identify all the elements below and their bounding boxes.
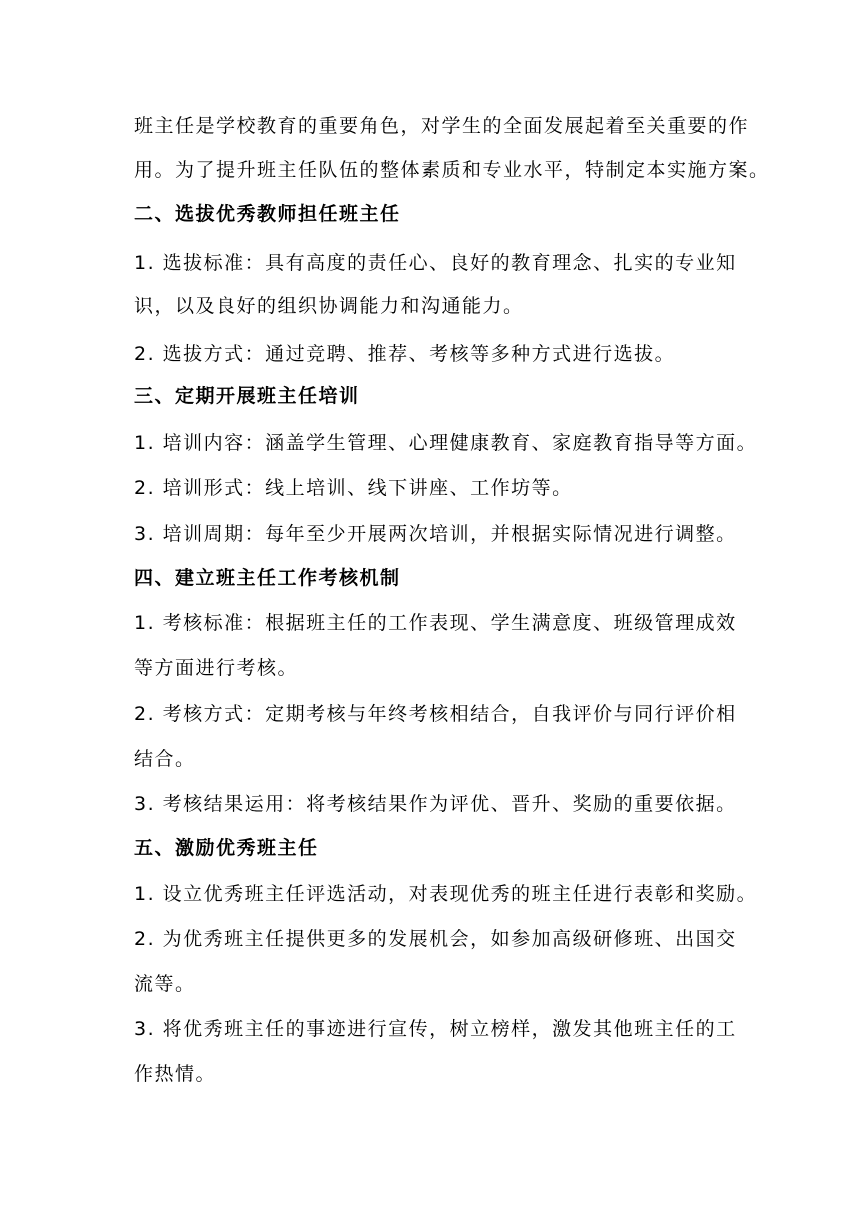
section-5-item-3-line-2: 作热情。 [134, 1063, 217, 1085]
section-2-heading: 二、选拔优秀教师担任班主任 [134, 203, 401, 225]
section-5-item-1: 1. 设立优秀班主任评选活动，对表现优秀的班主任进行表彰和奖励。 [134, 883, 758, 905]
section-5-item-2-line-2: 流等。 [134, 973, 196, 995]
intro-line-2: 用。为了提升班主任队伍的整体素质和专业水平，特制定本实施方案。 [134, 159, 770, 181]
section-2-item-1-line-1: 1. 选拔标准：具有高度的责任心、良好的教育理念、扎实的专业知 [134, 252, 737, 274]
section-2-item-1-line-2: 识，以及良好的组织协调能力和沟通能力。 [134, 295, 524, 317]
section-3-item-1: 1. 培训内容：涵盖学生管理、心理健康教育、家庭教育指导等方面。 [134, 432, 758, 454]
section-5-item-3-line-1: 3. 将优秀班主任的事迹进行宣传，树立榜样，激发其他班主任的工 [134, 1018, 737, 1040]
section-5-item-2-line-1: 2. 为优秀班主任提供更多的发展机会，如参加高级研修班、出国交 [134, 928, 737, 950]
section-4-item-1-line-2: 等方面进行考核。 [134, 657, 299, 679]
section-4-heading: 四、建立班主任工作考核机制 [134, 567, 401, 589]
section-3-item-2: 2. 培训形式：线上培训、线下讲座、工作坊等。 [134, 477, 573, 499]
section-2-item-2: 2. 选拔方式：通过竞聘、推荐、考核等多种方式进行选拔。 [134, 343, 676, 365]
section-4-item-3: 3. 考核结果运用：将考核结果作为评优、晋升、奖励的重要依据。 [134, 793, 737, 815]
intro-line-1: 班主任是学校教育的重要角色，对学生的全面发展起着至关重要的作 [134, 115, 750, 137]
section-4-item-1-line-1: 1. 考核标准：根据班主任的工作表现、学生满意度、班级管理成效 [134, 612, 737, 634]
section-5-heading: 五、激励优秀班主任 [134, 837, 319, 859]
section-4-item-2-line-2: 结合。 [134, 748, 196, 770]
section-3-heading: 三、定期开展班主任培训 [134, 385, 360, 407]
section-4-item-2-line-1: 2. 考核方式：定期考核与年终考核相结合，自我评价与同行评价相 [134, 703, 737, 725]
section-3-item-3: 3. 培训周期：每年至少开展两次培训，并根据实际情况进行调整。 [134, 523, 737, 545]
